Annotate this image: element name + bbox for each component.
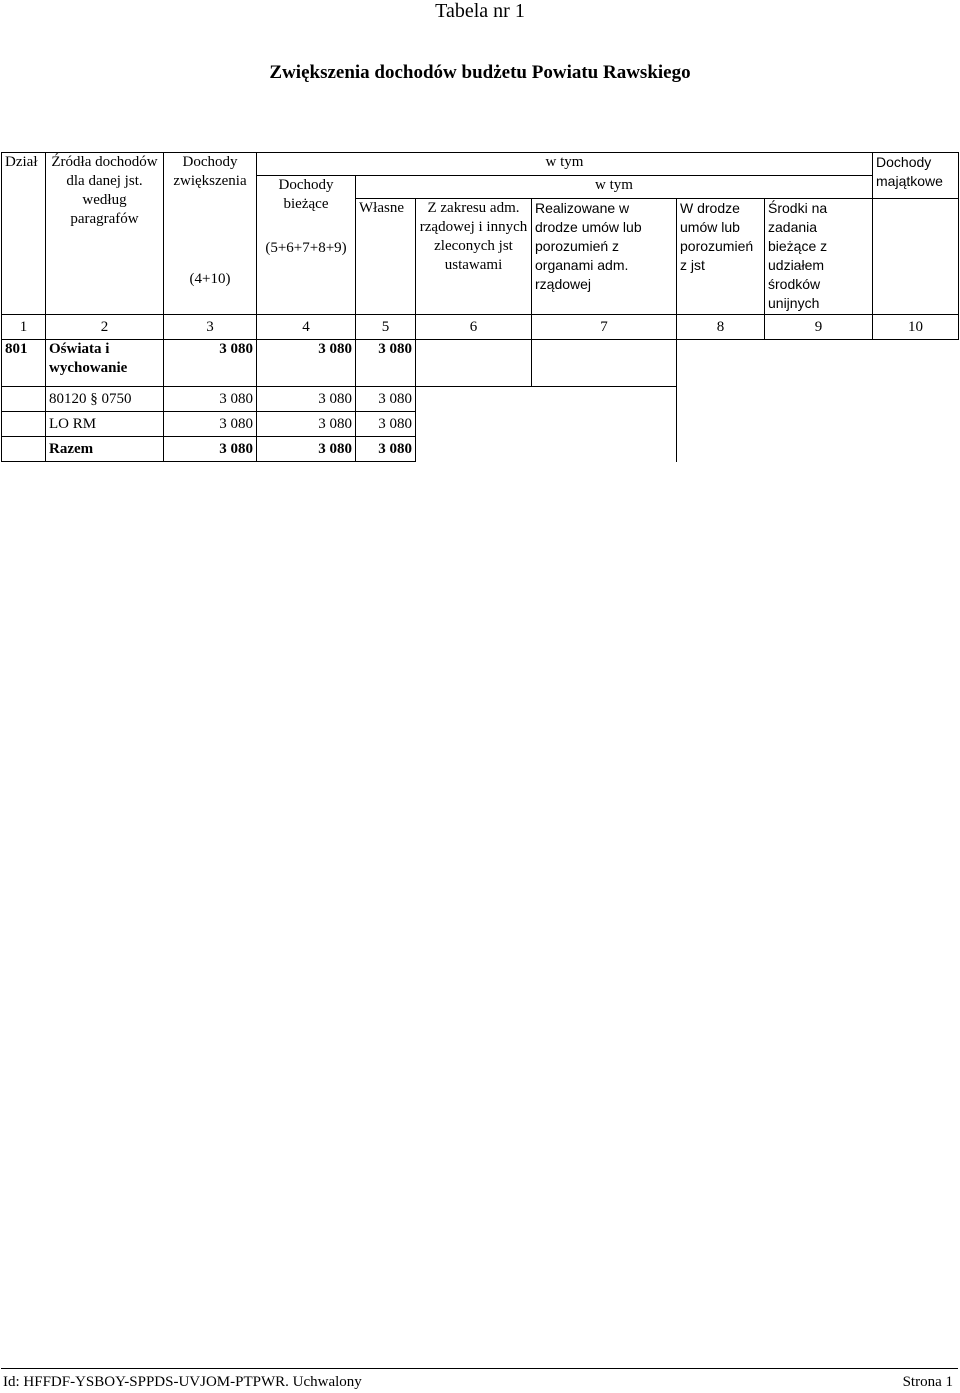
col-num-9: 9 [765,315,873,340]
header-dochody-zwiekszenia-label: Dochody zwiększenia [173,154,247,189]
row-c4: 3 080 [257,387,356,412]
row-c3: 3 080 [164,340,257,387]
header-w-tym-top: w tym [257,153,873,176]
row-zrodla: Oświata i wychowanie [46,340,164,387]
row-zrodla: LO RM [46,412,164,437]
header-dochody-biezace-formula: (5+6+7+8+9) [265,240,347,256]
document-id: Id: HFFDF-YSBOY-SPPDS-UVJOM-PTPWR. Uchwalony [3,1374,362,1390]
col-num-2: 2 [46,315,164,340]
row-c3: 3 080 [164,437,257,462]
header-w-tym-inner: w tym [356,176,873,199]
header-zrodla: Źródła dochodów dla danej jst. według paragrafów [46,153,164,315]
document-title: Zwiększenia dochodów budżetu Powiatu Rawskiego [269,62,691,83]
row-dzial: 801 [2,340,46,387]
page-label: Tabela nr 1 [435,0,525,22]
row-c5: 3 080 [356,437,416,462]
row-c5: 3 080 [356,412,416,437]
col-num-1: 1 [2,315,46,340]
row-zrodla: 80120 § 0750 [46,387,164,412]
row-c4: 3 080 [257,412,356,437]
table-row [2,340,959,387]
col-num-10: 10 [873,315,959,340]
col-num-8: 8 [677,315,765,340]
col-num-3: 3 [164,315,257,340]
row-c4: 3 080 [257,437,356,462]
row-c6 [416,340,532,387]
header-dochody-biezace-label: Dochody bieżące [278,177,334,212]
header-wlasne: Własne [356,199,416,315]
col-num-7: 7 [532,315,677,340]
header-dzial: Dział [2,153,46,315]
header-z-zakresu: Z zakresu adm. rządowej i innych zleconych jst ustawami [416,199,532,315]
row-dzial [2,412,46,437]
row-c3: 3 080 [164,387,257,412]
header-dochody-biezace [257,176,356,315]
header-dochody-majatkowe [873,154,959,315]
header-realizowane: Realizowane w drodze umów lub porozumień z organami adm. rządowej [532,199,677,315]
page-footer [1,1368,958,1391]
row-dzial [2,437,46,462]
header-dochody-zwiekszenia-formula: (4+10) [189,271,231,287]
row-c7 [532,340,677,387]
row-c5: 3 080 [356,387,416,412]
page-number: Strona 1 [902,1374,953,1390]
col-num-6: 6 [416,315,532,340]
row-c4: 3 080 [257,340,356,387]
row-dzial [2,387,46,412]
header-dochody-majatkowe-label: Dochody majątkowe [876,154,943,189]
col-num-4: 4 [257,315,356,340]
row-c5: 3 080 [356,340,416,387]
revenue-table [1,152,959,462]
col-num-5: 5 [356,315,416,340]
header-w-drodze: W drodze umów lub porozumień z jst [677,199,765,315]
header-srodki: Środki na zadania bieżące z udziałem środków unijnych [765,199,873,315]
column-number-row [2,315,959,340]
row-c3: 3 080 [164,412,257,437]
header-dochody-zwiekszenia [164,153,257,315]
row-zrodla: Razem [46,437,164,462]
